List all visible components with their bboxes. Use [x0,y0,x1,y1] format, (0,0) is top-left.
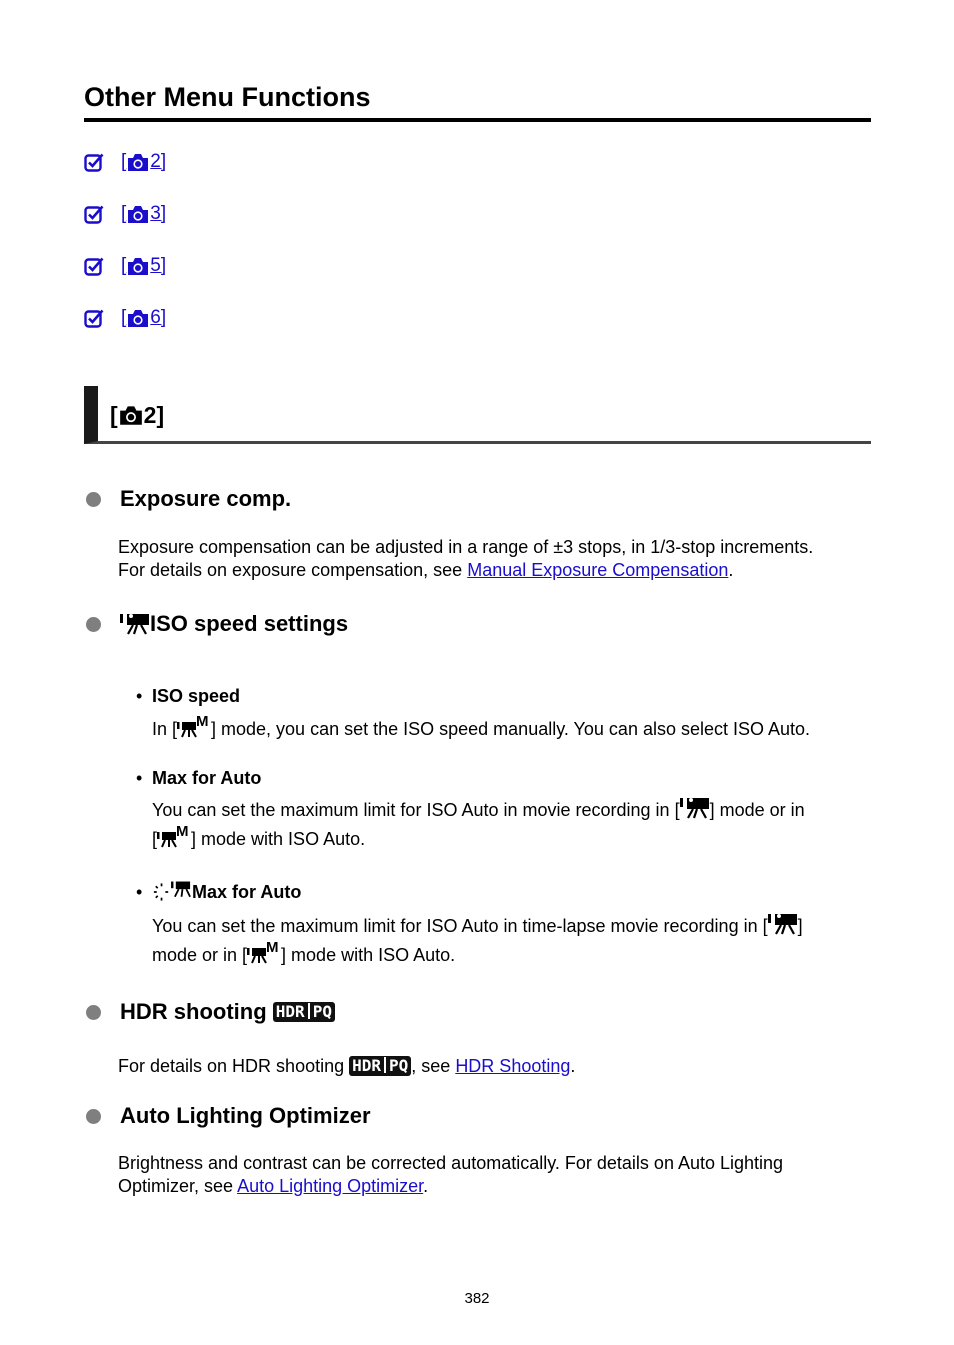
movie-manual-icon [247,940,281,964]
toc-link-shooting-5[interactable]: [ 5 ] [121,255,167,276]
toc-link-shooting-3[interactable]: [ 3 ] [121,203,167,224]
page-number: 382 [464,1290,490,1307]
camera-shooting-icon [126,152,150,172]
camera-shooting-icon [118,404,144,426]
bullet-dot [86,492,101,507]
checkbox-link-icon [84,308,104,328]
sub-heading-timelapse-max-for-auto: • Max for Auto [136,882,302,902]
sub-heading-iso-speed: • ISO speed [136,686,241,706]
bullet-dot [86,1109,101,1124]
alo-description: Brightness and contrast can be corrected automatically. For details on Auto Lighting Optimizer, see Auto Lighting Optimizer. [118,1153,784,1196]
link-auto-lighting-optimizer[interactable]: Auto Lighting Optimizer [237,1176,424,1196]
movie-icon [120,613,150,635]
page-title: Other Menu Functions [84,80,871,122]
toc-item [84,150,166,202]
heading-auto-lighting-optimizer: Auto Lighting Optimizer [86,1102,371,1130]
section-header [84,386,871,444]
section-title: [ 2 ] [110,402,165,428]
hdr-pq-badge: HDR PQ [349,1056,411,1076]
link-hdr-shooting[interactable]: HDR Shooting [455,1056,571,1076]
checkbox-link-icon [84,152,104,172]
movie-manual-icon [177,714,211,738]
checkbox-link-icon [84,256,104,276]
checkbox-link-icon [84,204,104,224]
link-manual-exposure-compensation[interactable]: Manual Exposure Compensation [467,560,729,580]
exposure-description: Exposure compensation can be adjusted in a range of ±3 stops, in 1/3-stop increments. For details on exposure compensation, see Manual Exposure Compensation. [118,537,814,580]
toc-item [84,202,166,254]
hdr-description: For details on HDR shooting HDR PQ , see HDR Shooting. [118,1056,576,1076]
camera-shooting-icon [126,308,150,328]
max-for-auto-description: You can set the maximum limit for ISO Auto in movie recording in [ ] mode or in [ ] mode with ISO Auto. [152,796,872,853]
toc-item [84,254,166,306]
hdr-pq-badge: HDR PQ [273,1002,335,1022]
movie-icon [680,797,710,819]
heading-iso-speed-settings: ISO speed settings [86,610,348,638]
camera-shooting-icon [126,204,150,224]
toc-link-shooting-6[interactable]: [ 6 ] [121,307,167,328]
timelapse-max-for-auto-description: You can set the maximum limit for ISO Auto in time-lapse movie recording in [ ] mode or in [ ] mode with ISO Auto. [152,912,872,969]
movie-icon [768,913,798,935]
timelapse-movie-icon [152,880,192,904]
bullet-dot [86,1005,101,1020]
camera-shooting-icon [126,256,150,276]
sub-heading-max-for-auto: • Max for Auto [136,768,262,788]
heading-hdr-shooting: HDR shooting HDR PQ [86,998,335,1026]
movie-manual-icon [157,824,191,848]
iso-speed-description: In [ ] mode, you can set the ISO speed manually. You can also select ISO Auto. [152,714,872,743]
toc-link-shooting-2[interactable]: [ 2 ] [121,151,167,172]
heading-exposure-comp: Exposure comp. [86,485,291,513]
toc-list [84,150,166,358]
toc-item [84,306,166,358]
bullet-dot [86,617,101,632]
